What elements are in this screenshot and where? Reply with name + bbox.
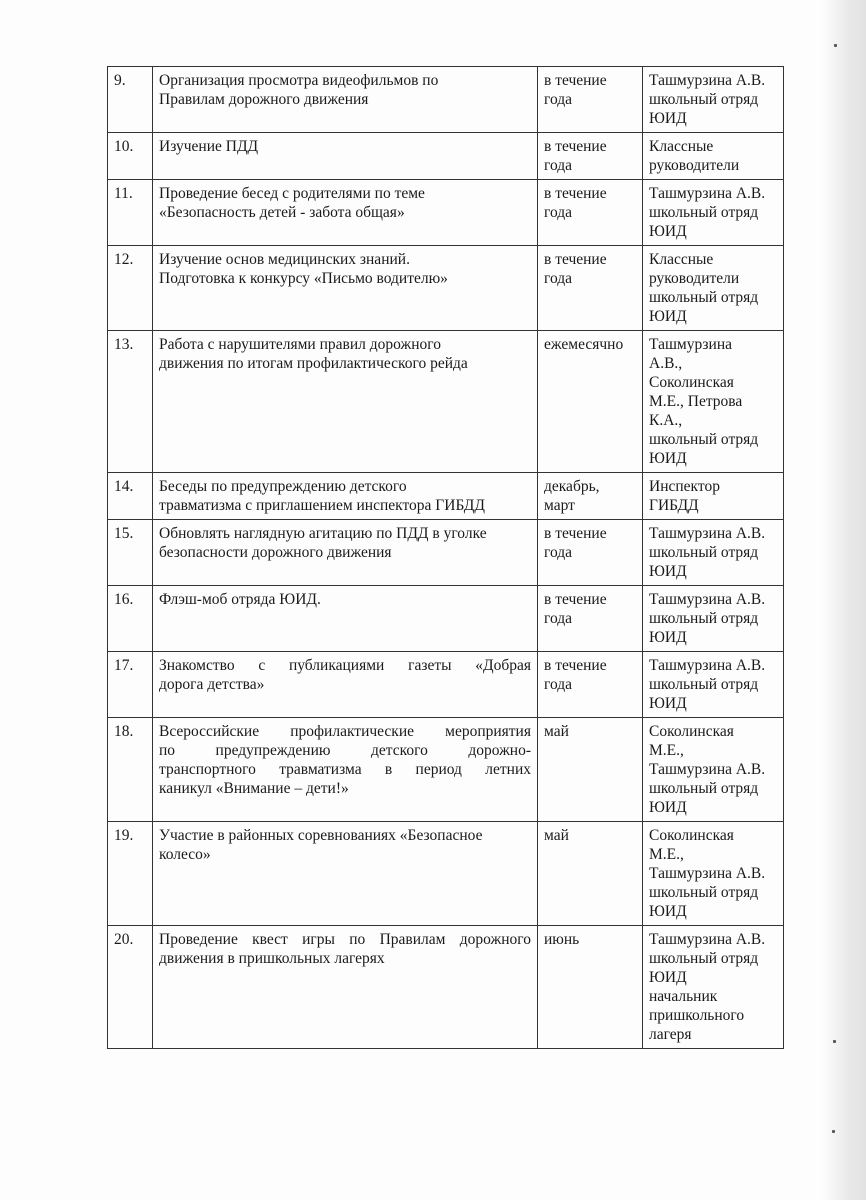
activity-responsible-line: Классные bbox=[649, 138, 714, 155]
activity-responsible-line: лагеря bbox=[649, 1026, 692, 1043]
activity-responsible bbox=[643, 926, 784, 1049]
activity-term-line: в течение bbox=[544, 185, 607, 202]
row-number: 10. bbox=[108, 133, 153, 180]
row-number: 18. bbox=[108, 718, 153, 822]
activity-responsible-line: Соколинская bbox=[649, 723, 734, 740]
activity-responsible-line: руководители bbox=[649, 270, 740, 287]
activity-title bbox=[153, 586, 538, 652]
activity-term bbox=[538, 67, 643, 133]
activity-responsible-line: Ташмурзина А.В. bbox=[649, 761, 766, 778]
activity-term-line: в течение bbox=[544, 591, 607, 608]
activity-responsible bbox=[643, 180, 784, 246]
activity-title bbox=[153, 718, 538, 822]
table-row bbox=[108, 718, 784, 822]
activity-title bbox=[153, 67, 538, 133]
activity-term-line: года bbox=[544, 91, 573, 108]
activity-responsible-line: Классные bbox=[649, 251, 714, 268]
activity-responsible bbox=[643, 652, 784, 718]
activity-title-line: движения в пришкольных лагерях bbox=[159, 950, 385, 967]
activity-responsible-line: руководители bbox=[649, 157, 740, 174]
activity-title-line: Проведение квест игры по Правилам дорожного bbox=[159, 931, 531, 948]
activity-term-line: года bbox=[544, 676, 573, 693]
activity-term-line: в течение bbox=[544, 138, 607, 155]
row-number: 16. bbox=[108, 586, 153, 652]
activity-title-line: по предупреждению детского дорожно- bbox=[159, 742, 531, 759]
table-row bbox=[108, 133, 784, 180]
activity-term bbox=[538, 473, 643, 520]
scan-speck bbox=[833, 1040, 836, 1043]
activity-title-line: Правилам дорожного движения bbox=[159, 91, 369, 108]
table-row bbox=[108, 822, 784, 926]
activity-responsible-line: ЮИД bbox=[649, 695, 687, 712]
activity-responsible-line: школьный отряд bbox=[649, 204, 759, 221]
activity-term-line: в течение bbox=[544, 525, 607, 542]
activity-title-line: Знакомство с публикациями газеты «Добрая bbox=[159, 657, 531, 674]
activity-responsible bbox=[643, 133, 784, 180]
table-row bbox=[108, 180, 784, 246]
activity-responsible-line: ЮИД bbox=[649, 308, 687, 325]
activity-responsible-line: ЮИД bbox=[649, 969, 687, 986]
row-number: 14. bbox=[108, 473, 153, 520]
activity-responsible-line: ЮИД bbox=[649, 110, 687, 127]
activity-responsible-line: пришкольного bbox=[649, 1007, 745, 1024]
activity-title-line: Изучение основ медицинских знаний. bbox=[159, 251, 410, 268]
row-number: 19. bbox=[108, 822, 153, 926]
table-row bbox=[108, 520, 784, 586]
activity-responsible-line: Соколинская bbox=[649, 374, 734, 391]
activity-title bbox=[153, 473, 538, 520]
activity-term bbox=[538, 246, 643, 331]
activity-term bbox=[538, 180, 643, 246]
row-number: 20. bbox=[108, 926, 153, 1049]
activity-term-line: июнь bbox=[544, 931, 580, 948]
table-row bbox=[108, 926, 784, 1049]
activity-responsible-line: ЮИД bbox=[649, 223, 687, 240]
activity-term-line: май bbox=[544, 827, 569, 844]
activity-title-line: безопасности дорожного движения bbox=[159, 544, 392, 561]
activity-responsible-line: Соколинская bbox=[649, 827, 734, 844]
activity-responsible bbox=[643, 67, 784, 133]
activity-term bbox=[538, 520, 643, 586]
activity-responsible-line: ЮИД bbox=[649, 629, 687, 646]
activity-term-line: декабрь, bbox=[544, 478, 600, 495]
activity-responsible-line: ЮИД bbox=[649, 903, 687, 920]
activity-responsible-line: школьный отряд bbox=[649, 676, 759, 693]
activity-responsible-line: Ташмурзина А.В. bbox=[649, 865, 766, 882]
activity-responsible-line: М.Е., bbox=[649, 846, 684, 863]
activity-term-line: года bbox=[544, 610, 573, 627]
activity-title bbox=[153, 926, 538, 1049]
row-number: 15. bbox=[108, 520, 153, 586]
activity-responsible bbox=[643, 473, 784, 520]
activity-responsible-line: школьный отряд bbox=[649, 780, 759, 797]
activity-responsible-line: ЮИД bbox=[649, 799, 687, 816]
row-number: 17. bbox=[108, 652, 153, 718]
activity-responsible-line: М.Е., bbox=[649, 742, 684, 759]
activity-title-line: Подготовка к конкурсу «Письмо водителю» bbox=[159, 270, 448, 287]
activity-title bbox=[153, 652, 538, 718]
activity-title-line: Проведение бесед с родителями по теме bbox=[159, 185, 425, 202]
activity-responsible-line: Ташмурзина А.В. bbox=[649, 591, 766, 608]
activity-term-line: май bbox=[544, 723, 569, 740]
activity-title bbox=[153, 133, 538, 180]
table-row bbox=[108, 246, 784, 331]
activity-title-line: транспортного травматизма в период летних bbox=[159, 761, 531, 778]
activity-title-line: Беседы по предупреждению детского bbox=[159, 478, 407, 495]
activity-responsible-line: Ташмурзина А.В. bbox=[649, 525, 766, 542]
activity-title-line: Обновлять наглядную агитацию по ПДД в уголке bbox=[159, 525, 487, 542]
activity-term-line: года bbox=[544, 270, 573, 287]
activity-title bbox=[153, 331, 538, 473]
activity-responsible-line: школьный отряд bbox=[649, 610, 759, 627]
activity-responsible-line: школьный отряд bbox=[649, 431, 759, 448]
activity-term bbox=[538, 586, 643, 652]
activity-title-line: Флэш-моб отряда ЮИД. bbox=[159, 591, 321, 608]
activity-title bbox=[153, 520, 538, 586]
activity-term bbox=[538, 331, 643, 473]
row-number: 12. bbox=[108, 246, 153, 331]
activity-term-line: года bbox=[544, 204, 573, 221]
activity-title-line: движения по итогам профилактического рейда bbox=[159, 355, 468, 372]
activity-title bbox=[153, 180, 538, 246]
activity-title-line: травматизма с приглашением инспектора ГИБДД bbox=[159, 497, 485, 514]
activity-responsible-line: Ташмурзина А.В. bbox=[649, 931, 766, 948]
activity-term bbox=[538, 652, 643, 718]
activity-term-line: года bbox=[544, 544, 573, 561]
activity-responsible-line: ЮИД bbox=[649, 450, 687, 467]
scan-speck bbox=[834, 44, 837, 47]
scan-speck bbox=[832, 1130, 835, 1133]
activity-responsible-line: школьный отряд bbox=[649, 91, 759, 108]
activity-term-line: в течение bbox=[544, 251, 607, 268]
activity-title bbox=[153, 822, 538, 926]
activity-responsible-line: М.Е., Петрова bbox=[649, 393, 743, 410]
activity-term-line: в течение bbox=[544, 657, 607, 674]
activity-term-line: ежемесячно bbox=[544, 336, 624, 353]
activity-title-line: Участие в районных соревнованиях «Безопасное bbox=[159, 827, 483, 844]
activity-responsible bbox=[643, 520, 784, 586]
activity-title-line: дорога детства» bbox=[159, 676, 265, 693]
activity-responsible bbox=[643, 586, 784, 652]
activity-responsible bbox=[643, 246, 784, 331]
activity-responsible bbox=[643, 822, 784, 926]
activity-responsible-line: А.В., bbox=[649, 355, 683, 372]
activity-title-line: Организация просмотра видеофильмов по bbox=[159, 72, 439, 89]
activity-title-line: «Безопасность детей - забота общая» bbox=[159, 204, 405, 221]
activity-plan-table bbox=[107, 66, 784, 1049]
activity-responsible-line: начальник bbox=[649, 988, 718, 1005]
activity-title-line: Работа с нарушителями правил дорожного bbox=[159, 336, 441, 353]
activity-term bbox=[538, 926, 643, 1049]
activity-term bbox=[538, 718, 643, 822]
activity-responsible-line: Ташмурзина А.В. bbox=[649, 185, 766, 202]
table-row bbox=[108, 586, 784, 652]
activity-title-line: колесо» bbox=[159, 846, 211, 863]
activity-responsible-line: ГИБДД bbox=[649, 497, 699, 514]
activity-title-line: Всероссийские профилактические мероприятия bbox=[159, 723, 531, 740]
table-row bbox=[108, 67, 784, 133]
table-row bbox=[108, 473, 784, 520]
activity-responsible-line: школьный отряд bbox=[649, 884, 759, 901]
activity-responsible-line: школьный отряд bbox=[649, 544, 759, 561]
activity-term bbox=[538, 822, 643, 926]
row-number: 11. bbox=[108, 180, 153, 246]
activity-title bbox=[153, 246, 538, 331]
activity-title-line: Изучение ПДД bbox=[159, 138, 259, 155]
activity-term-line: март bbox=[544, 497, 575, 514]
table-row bbox=[108, 652, 784, 718]
activity-responsible-line: К.А., bbox=[649, 412, 683, 429]
activity-term bbox=[538, 133, 643, 180]
row-number: 9. bbox=[108, 67, 153, 133]
activity-responsible-line: Инспектор bbox=[649, 478, 720, 495]
row-number: 13. bbox=[108, 331, 153, 473]
scanned-page-edge bbox=[822, 0, 866, 1200]
activity-responsible bbox=[643, 718, 784, 822]
activity-responsible bbox=[643, 331, 784, 473]
activity-term-line: года bbox=[544, 157, 573, 174]
activity-responsible-line: школьный отряд bbox=[649, 950, 759, 967]
activity-responsible-line: Ташмурзина bbox=[649, 336, 732, 353]
activity-responsible-line: ЮИД bbox=[649, 563, 687, 580]
activity-responsible-line: Ташмурзина А.В. bbox=[649, 72, 766, 89]
activity-term-line: в течение bbox=[544, 72, 607, 89]
activity-plan-body bbox=[108, 67, 784, 1049]
activity-responsible-line: Ташмурзина А.В. bbox=[649, 657, 766, 674]
activity-title-line: каникул «Внимание – дети!» bbox=[159, 780, 349, 797]
table-row bbox=[108, 331, 784, 473]
activity-responsible-line: школьный отряд bbox=[649, 289, 759, 306]
